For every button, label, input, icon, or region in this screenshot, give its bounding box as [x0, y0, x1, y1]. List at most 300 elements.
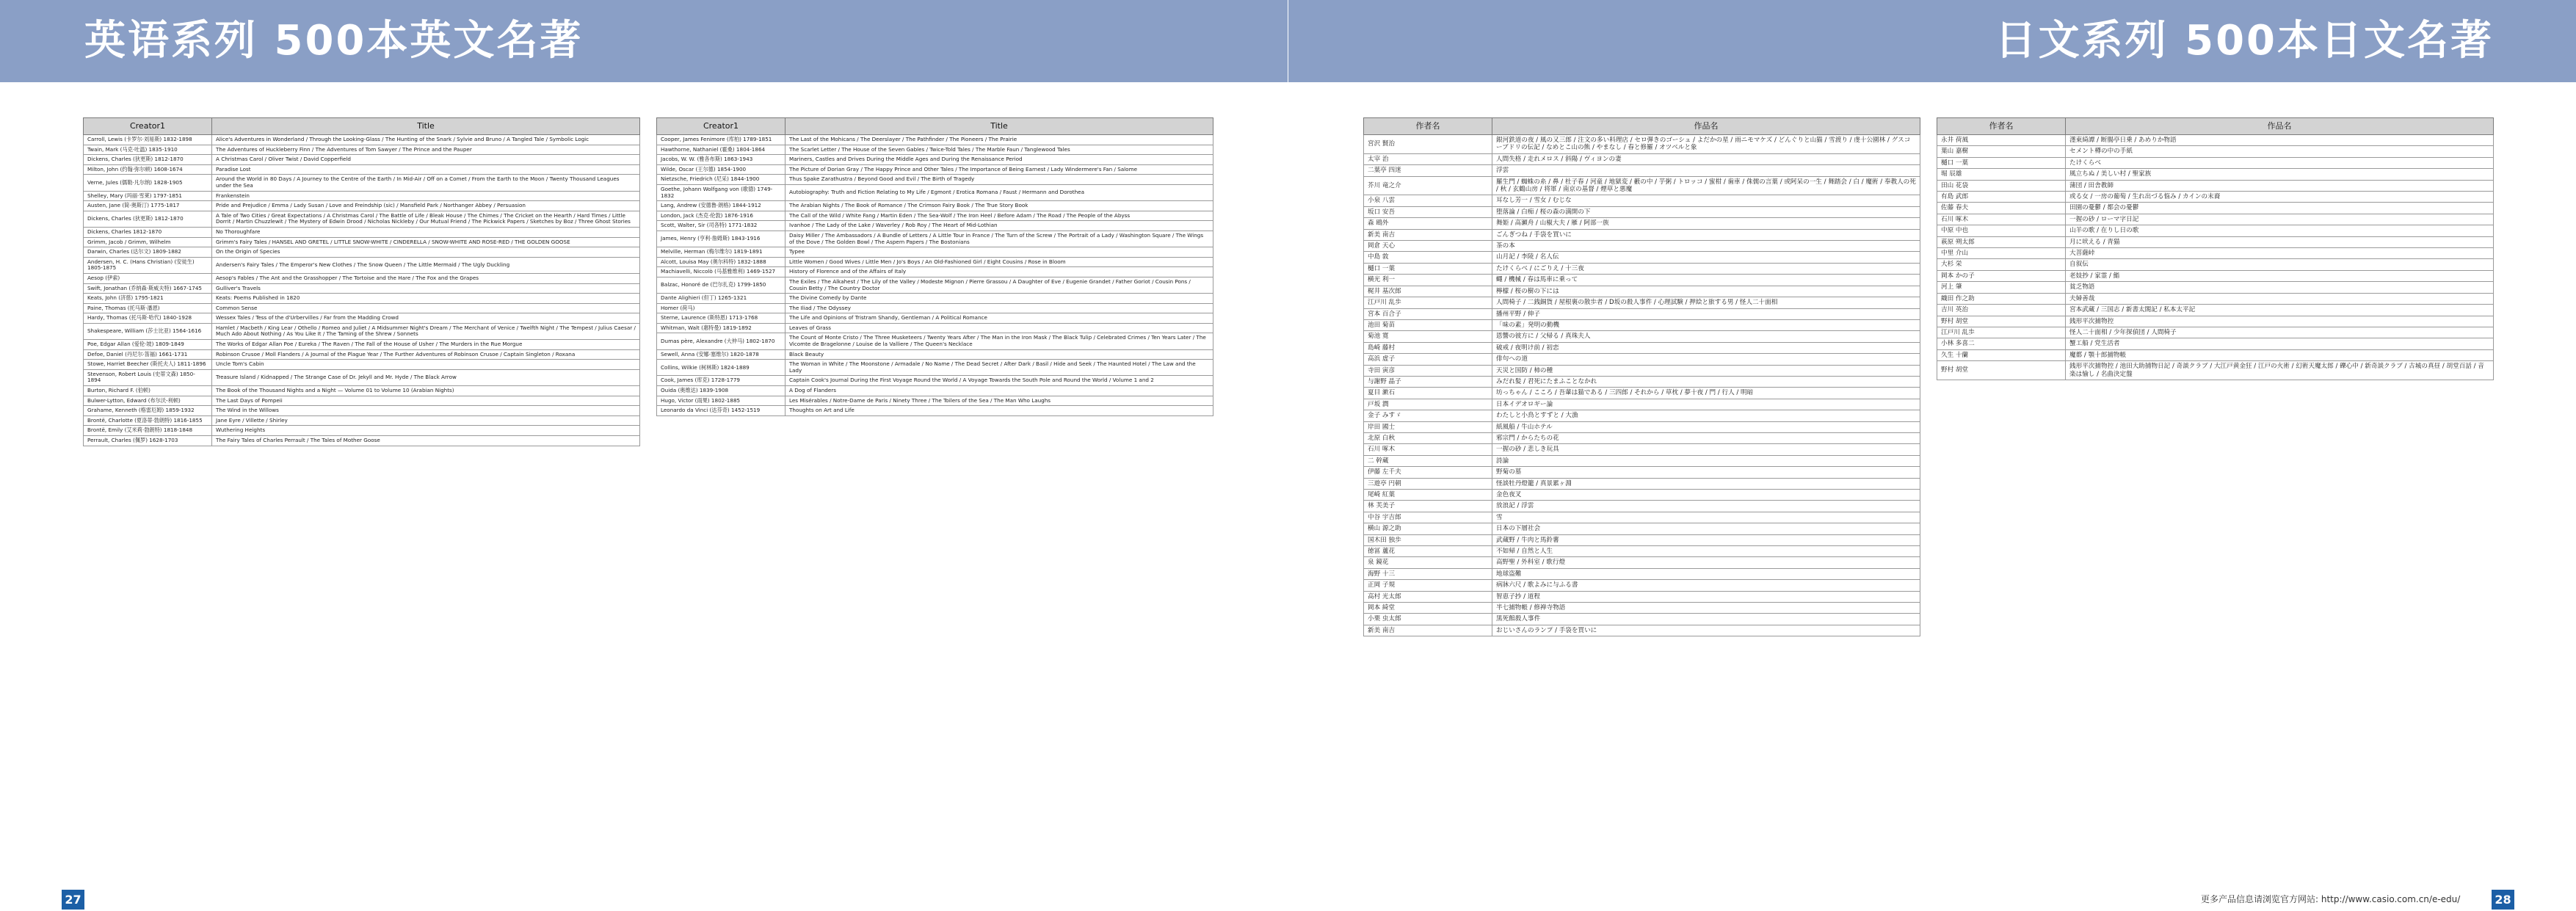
creator-cell: Dickens, Charles 1812-1870	[84, 227, 212, 237]
table-row	[1364, 297, 1920, 308]
table-row	[84, 406, 640, 416]
creator-cell: 小泉 八雲	[1364, 195, 1492, 206]
table-row	[84, 360, 640, 370]
table-row	[1937, 157, 2494, 168]
page-number-right: 28	[2492, 890, 2514, 910]
creator-cell: 久生 十蘭	[1937, 349, 2066, 360]
table-row	[657, 201, 1213, 211]
creator-cell: 樋口 一葉	[1937, 157, 2066, 168]
title-cell: 一握の砂 / ローマ字日記	[2066, 214, 2494, 225]
title-cell: The Exiles / The Alkahest / The Lily of the Valley / Modeste Mignon / Pierre Grassou / A Daughter of Eve / Eugenie Grandet / Father Goriot / Cousin Pons / Cousin Betty / The Country Doctor	[786, 277, 1213, 293]
title-cell: 風立ちぬ / 美しい村 / 聖家族	[2066, 169, 2494, 180]
title-cell: A Christmas Carol / Oliver Twist / David Copperfield	[212, 155, 640, 165]
title-cell: 貧乏物語	[2066, 282, 2494, 293]
creator-cell: 菊池 寛	[1364, 331, 1492, 342]
title-cell: 雪	[1492, 512, 1920, 523]
title-cell: The Life and Opinions of Tristram Shandy, Gentleman / A Political Romance	[786, 313, 1213, 324]
table-row	[657, 211, 1213, 221]
creator-cell: 徳冨 蘆花	[1364, 546, 1492, 557]
title-cell: Jane Eyre / Villette / Shirley	[212, 415, 640, 426]
creator-cell: Leonardo da Vinci (达芬奇) 1452-1519	[657, 406, 786, 416]
title-cell: A Dog of Flanders	[786, 386, 1213, 396]
creator-cell: 織田 作之助	[1937, 293, 2066, 304]
creator-cell: 夏目 漱石	[1364, 388, 1492, 399]
creator-cell: Wilde, Oscar (王尔德) 1854-1900	[657, 164, 786, 175]
creator-cell: 中島 敦	[1364, 252, 1492, 263]
creator-cell: 北原 白秋	[1364, 432, 1492, 443]
table-row	[84, 164, 640, 175]
creator-cell: Balzac, Honoré de (巴尔扎克) 1799-1850	[657, 277, 786, 293]
creator-cell: Stowe, Harriet Beecher (斯托夫人) 1811-1896	[84, 360, 212, 370]
creator-cell: Verne, Jules (儒勒·凡尔纳) 1828-1905	[84, 175, 212, 191]
table-row	[84, 257, 640, 273]
creator-cell: 新美 南吉	[1364, 625, 1492, 636]
table-row	[1937, 214, 2494, 225]
title-cell: 蠅 / 機械 / 春は馬車に乗って	[1492, 275, 1920, 286]
creator-cell: Lang, Andrew (安德鲁·朗格) 1844-1912	[657, 201, 786, 211]
title-cell: 或る女 / 一房の葡萄 / 生れ出づる悩み / カインの末裔	[2066, 192, 2494, 203]
creator-cell: Defoe, Daniel (丹尼尔·笛福) 1661-1731	[84, 349, 212, 360]
title-cell: 邪宗門 / からたちの花	[1492, 432, 1920, 443]
table-row	[657, 406, 1213, 416]
table-row	[1364, 523, 1920, 534]
title-cell: 大菩薩峠	[2066, 248, 2494, 259]
title-cell: Gulliver's Travels	[212, 283, 640, 294]
title-cell: Autobiography: Truth and Fiction Relating to My Life / Egmont / Erotica Romana / Faust / Hermann and Dorothea	[786, 184, 1213, 200]
creator-cell: Shakespeare, William (莎士比亚) 1564-1616	[84, 323, 212, 339]
creator-cell: Swift, Jonathan (乔纳森·斯威夫特) 1667-1745	[84, 283, 212, 294]
japanese-series-banner	[1288, 0, 2576, 82]
title-cell: Uncle Tom's Cabin	[212, 360, 640, 370]
creator-cell: 野村 胡堂	[1937, 316, 2066, 327]
title-cell: Andersen's Fairy Tales / The Emperor's New Clothes / The Snow Queen / The Little Mermaid / The Ugly Duckling	[212, 257, 640, 273]
table-row	[1937, 305, 2494, 316]
title-cell: 銭形平次捕物控 / 池田大助捕物日記 / 奇談クラブ / 大江戸黄金狂 / 江戸の火術 / 幻術天魔太郎 / 礫心中 / 新奇談クラブ / 古城の真昼 / 胡堂百話 / 音楽は愉し / 名曲決定盤	[2066, 361, 2494, 380]
title-cell: Wuthering Heights	[212, 426, 640, 436]
table-row	[1937, 349, 2494, 360]
creator-cell: 梶井 基次郎	[1364, 286, 1492, 297]
title-cell: 金色夜叉	[1492, 490, 1920, 501]
creator-cell: Dickens, Charles (狄更斯) 1812-1870	[84, 155, 212, 165]
title-cell: Daisy Miller / The Ambassadors / A Bundle of Letters / A Little Tour in France / The Turn of the Screw / The Portrait of a Lady / Washington Square / The Wings of the Dove / The Golden Bowl / The Aspern Papers / The Bostonians	[786, 231, 1213, 247]
creator-cell: 高浜 虚子	[1364, 354, 1492, 365]
title-cell: Robinson Crusoe / Moll Flanders / A Journal of the Plague Year / The Further Adventures of Robinson Crusoe / Captain Singleton / Roxana	[212, 349, 640, 360]
table-row	[84, 386, 640, 396]
creator-cell: 新美 南吉	[1364, 229, 1492, 240]
creator-cell: Hugo, Victor (雨果) 1802-1885	[657, 396, 786, 406]
creator-cell: 金子 みすゞ	[1364, 410, 1492, 421]
title-cell: 蒲団 / 田舎教師	[2066, 180, 2494, 191]
creator-cell: 中里 介山	[1937, 248, 2066, 259]
table-row	[1937, 192, 2494, 203]
table-row	[84, 155, 640, 165]
table-row	[1364, 241, 1920, 252]
table-row	[1364, 534, 1920, 545]
title-cell: 「味の素」発明の動機	[1492, 319, 1920, 330]
title-cell: 老妓抄 / 家霊 / 鮨	[2066, 270, 2494, 281]
table-row	[657, 333, 1213, 349]
table-row	[84, 436, 640, 446]
creator-cell: 宮沢 賢治	[1364, 135, 1492, 154]
table-row	[1364, 467, 1920, 478]
table-row	[1937, 327, 2494, 338]
creator-cell: 樋口 一葉	[1364, 263, 1492, 274]
title-cell: Little Women / Good Wives / Little Men / Jo's Boys / An Old-Fashioned Girl / Eight Cousins / Rose in Bloom	[786, 257, 1213, 267]
table-row	[1364, 195, 1920, 206]
title-cell: Pride and Prejudice / Emma / Lady Susan / Love and Freindship (sic) / Mansfield Park / Northanger Abbey / Persuasion	[212, 201, 640, 211]
title-cell: Typee	[786, 247, 1213, 258]
creator-cell: 佐藤 春夫	[1937, 203, 2066, 214]
creator-cell: 高村 光太郎	[1364, 591, 1492, 602]
table-row	[657, 221, 1213, 231]
table-row	[1937, 361, 2494, 380]
title-cell: 病牀六尺 / 歌よみに与ふる書	[1492, 580, 1920, 591]
title-cell: Alice's Adventures in Wonderland / Through the Looking-Glass / The Hunting of the Snark / Sylvie and Bruno / A Tangled Tale / Symbolic Logic	[212, 135, 640, 145]
creator-cell: Melville, Herman (梅尔维尔) 1819-1891	[657, 247, 786, 258]
creator-cell: 太宰 治	[1364, 153, 1492, 164]
title-cell: 蟹工船 / 党生活者	[2066, 338, 2494, 349]
title-cell: The Book of the Thousand Nights and a Night — Volume 01 to Volume 10 (Arabian Nights)	[212, 386, 640, 396]
table-row	[1937, 316, 2494, 327]
creator-cell: James, Henry (亨利·詹姆斯) 1843-1916	[657, 231, 786, 247]
title-cell: Captain Cook's Journal During the First Voyage Round the World / A Voyage Towards the South Pole and Round the World / Volume 1 and 2	[786, 376, 1213, 386]
creator-cell: Whitman, Walt (惠特曼) 1819-1892	[657, 323, 786, 333]
creator-cell: 岸田 國士	[1364, 421, 1492, 432]
table-row	[84, 145, 640, 155]
creator-cell: 永井 荷風	[1937, 135, 2066, 146]
creator-cell: Jacobs, W. W. (雅各布斯) 1863-1943	[657, 155, 786, 165]
title-cell: The Iliad / The Odyssey	[786, 303, 1213, 313]
table-row	[1364, 252, 1920, 263]
creator-cell: 二葉亭 四迷	[1364, 165, 1492, 176]
table-row	[1364, 308, 1920, 319]
table-row	[1364, 546, 1920, 557]
table-row	[657, 277, 1213, 293]
table-row	[1364, 135, 1920, 154]
table-row	[1364, 331, 1920, 342]
table-row	[657, 135, 1213, 145]
table-row	[657, 164, 1213, 175]
creator-cell: Paine, Thomas (托马斯·潘恩)	[84, 303, 212, 313]
table-row	[1937, 225, 2494, 236]
title-cell: Mariners, Castles and Drives During the Middle Ages and During the Renaissance Period	[786, 155, 1213, 165]
creator-cell: 大杉 栄	[1937, 259, 2066, 270]
title-cell: 怪人二十面相 / 少年探偵団 / 人間椅子	[2066, 327, 2494, 338]
creator-cell: 坂口 安吾	[1364, 206, 1492, 217]
creator-cell: 森 鴎外	[1364, 218, 1492, 229]
title-cell: みだれ髪 / 君死にたまふことなかれ	[1492, 376, 1920, 387]
creator-cell: 島崎 藤村	[1364, 342, 1492, 353]
title-cell: Leaves of Grass	[786, 323, 1213, 333]
table-row	[84, 273, 640, 283]
table-row	[84, 313, 640, 324]
title-cell: Thus Spake Zarathustra / Beyond Good and Evil / The Birth of Tragedy	[786, 175, 1213, 185]
creator-cell: 伊藤 左千夫	[1364, 467, 1492, 478]
creator-cell: 池田 菊苗	[1364, 319, 1492, 330]
table-row	[1937, 180, 2494, 191]
table-row	[1364, 399, 1920, 410]
creator-cell: 江戸川 乱歩	[1937, 327, 2066, 338]
english-table-left	[83, 117, 640, 446]
header-work: 作品名	[2066, 118, 2494, 135]
creator-cell: Machiavelli, Niccolò (马基雅维利) 1469-1527	[657, 267, 786, 277]
title-cell: The Count of Monte Cristo / The Three Musketeers / Twenty Years After / The Man in the Iron Mask / The Black Tulip / Celebrated Crimes / Ten Years Later / The Vicomte de Bragelonne / Louise de la Valliere / The Queen's Necklace	[786, 333, 1213, 349]
header-work: 作品名	[1492, 118, 1920, 135]
creator-cell: 戸坂 潤	[1364, 399, 1492, 410]
title-cell: The Divine Comedy by Dante	[786, 294, 1213, 304]
table-row	[84, 283, 640, 294]
title-cell: 茶の本	[1492, 241, 1920, 252]
table-row	[1364, 263, 1920, 274]
table-row	[1364, 557, 1920, 568]
table-row	[1364, 354, 1920, 365]
title-cell: The Woman in White / The Moonstone / Armadale / No Name / The Dead Secret / After Dark / Basil / Hide and Seek / The Haunted Hotel / The Law and the Lady	[786, 360, 1213, 376]
table-row	[1364, 580, 1920, 591]
title-cell: Treasure Island / Kidnapped / The Strange Case of Dr. Jekyll and Mr. Hyde / The Black Arrow	[212, 369, 640, 385]
table-row	[1364, 512, 1920, 523]
table-row	[84, 323, 640, 339]
title-cell: 坊っちゃん / こころ / 吾輩は猫である / 三四郎 / それから / 草枕 / 夢十夜 / 門 / 行人 / 明暗	[1492, 388, 1920, 399]
title-cell: おじいさんのランプ / 手袋を買いに	[1492, 625, 1920, 636]
table-row	[657, 184, 1213, 200]
title-cell: 月に吠える / 青猫	[2066, 236, 2494, 247]
title-cell: 日本イデオロギー論	[1492, 399, 1920, 410]
creator-cell: Austen, Jane (简·奥斯汀) 1775-1817	[84, 201, 212, 211]
title-cell: 舞姫 / 高瀬舟 / 山椒大夫 / 雁 / 阿部一族	[1492, 218, 1920, 229]
title-cell: 人間椅子 / 二銭銅貨 / 屋根裏の散歩者 / D坂の殺人事件 / 心理試験 / 押絵と旅する男 / 怪人二十面相	[1492, 297, 1920, 308]
title-cell: 山羊の歌 / 在りし日の歌	[2066, 225, 2494, 236]
table-row	[84, 201, 640, 211]
table-row	[1364, 388, 1920, 399]
title-cell: Common Sense	[212, 303, 640, 313]
title-cell: 黒死館殺人事件	[1492, 614, 1920, 625]
table-row	[84, 227, 640, 237]
header-title: Title	[212, 118, 640, 135]
title-cell: The Call of the Wild / White Fang / Martin Eden / The Sea-Wolf / The Iron Heel / Before Adam / The Road / The People of the Abyss	[786, 211, 1213, 221]
table-row	[84, 303, 640, 313]
creator-cell: 河上 肇	[1937, 282, 2066, 293]
table-row	[657, 396, 1213, 406]
title-cell: 高野聖 / 外科室 / 歌行燈	[1492, 557, 1920, 568]
english-series-title: 英语系列 500本英文名著	[84, 17, 584, 65]
title-cell: 人間失格 / 走れメロス / 斜陽 / ヴィヨンの妻	[1492, 153, 1920, 164]
table-row	[84, 175, 640, 191]
table-row	[1364, 153, 1920, 164]
table-row	[84, 247, 640, 258]
table-row	[1937, 236, 2494, 247]
table-row	[1364, 455, 1920, 466]
title-cell: Grimm's Fairy Tales / HANSEL AND GRETEL / LITTLE SNOW-WHITE / CINDERELLA / SNOW-WHITE AND ROSE-RED / THE GOLDEN GOOSE	[212, 237, 640, 247]
japanese-series-title: 日文系列 500本日文名著	[1995, 17, 2494, 65]
title-cell: The Fairy Tales of Charles Perrault / The Tales of Mother Goose	[212, 436, 640, 446]
table-row	[1937, 338, 2494, 349]
creator-cell: 野村 胡堂	[1937, 361, 2066, 380]
creator-cell: Burton, Richard F. (伯顿)	[84, 386, 212, 396]
creator-cell: Collins, Wilkie (柯林斯) 1824-1889	[657, 360, 786, 376]
creator-cell: 有島 武郎	[1937, 192, 2066, 203]
header-title: Title	[786, 118, 1213, 135]
table-row	[657, 360, 1213, 376]
title-cell: 田園の憂鬱 / 都会の憂鬱	[2066, 203, 2494, 214]
title-cell: 堕落論 / 白痴 / 桜の森の満開の下	[1492, 206, 1920, 217]
title-cell: 銭形平次捕物控	[2066, 316, 2494, 327]
table-row	[1364, 342, 1920, 353]
table-row	[657, 386, 1213, 396]
table-row	[657, 231, 1213, 247]
title-cell: 怪談牡丹燈籠 / 真景累ヶ淵	[1492, 478, 1920, 489]
creator-cell: 中原 中也	[1937, 225, 2066, 236]
table-row	[1364, 365, 1920, 376]
title-cell: The Wind in the Willows	[212, 406, 640, 416]
title-cell: 不如帰 / 自然と人生	[1492, 546, 1920, 557]
header-author: 作者名	[1364, 118, 1492, 135]
table-row	[657, 294, 1213, 304]
creator-cell: Alcott, Louisa May (奥尔科特) 1832-1888	[657, 257, 786, 267]
creator-cell: 尾崎 紅葉	[1364, 490, 1492, 501]
table-row	[84, 191, 640, 201]
title-cell: The Scarlet Letter / The House of the Seven Gables / Twice-Told Tales / The Marble Faun / Tanglewood Tales	[786, 145, 1213, 155]
table-row	[84, 135, 640, 145]
creator-cell: 葉山 嘉樹	[1937, 146, 2066, 157]
creator-cell: 寺田 寅彦	[1364, 365, 1492, 376]
table-row	[84, 340, 640, 350]
table-row	[657, 155, 1213, 165]
creator-cell: Perrault, Charles (佩罗) 1628-1703	[84, 436, 212, 446]
table-row	[84, 237, 640, 247]
creator-cell: Dumas père, Alexandre (大仲马) 1802-1870	[657, 333, 786, 349]
creator-cell: Sterne, Laurence (斯特恩) 1713-1768	[657, 313, 786, 324]
table-row	[84, 396, 640, 406]
creator-cell: Andersen, H. C. (Hans Christian) (安徒生) 1805-1875	[84, 257, 212, 273]
title-cell: ごんぎつね / 手袋を買いに	[1492, 229, 1920, 240]
table-row	[1364, 421, 1920, 432]
creator-cell: Twain, Mark (马克·吐温) 1835-1910	[84, 145, 212, 155]
table-row	[1937, 259, 2494, 270]
title-cell: Hamlet / Macbeth / King Lear / Othello / Romeo and Juliet / A Midsummer Night's Dream / The Merchant of Venice / Twelfth Night / The Tempest / Julius Caesar / Much Ado About Nothing / As You Like It / The Taming of the Shrew / Sonnets	[212, 323, 640, 339]
creator-cell: 田山 花袋	[1937, 180, 2066, 191]
creator-cell: Poe, Edgar Allan (爱伦·坡) 1809-1849	[84, 340, 212, 350]
creator-cell: 芥川 竜之介	[1364, 176, 1492, 195]
table-row	[1937, 248, 2494, 259]
english-table-right	[656, 117, 1213, 416]
header-creator: Creator1	[84, 118, 212, 135]
title-cell: 濹東綺譚 / 断腸亭日乗 / あめりか物語	[2066, 135, 2494, 146]
creator-cell: 小栗 虫太郎	[1364, 614, 1492, 625]
table-row	[1937, 270, 2494, 281]
creator-cell: Milton, John (约翰·弥尔顿) 1608-1674	[84, 164, 212, 175]
title-cell: 恩讐の彼方に / 父帰る / 真珠夫人	[1492, 331, 1920, 342]
title-cell: 破戒 / 夜明け前 / 初恋	[1492, 342, 1920, 353]
creator-cell: 泉 鏡花	[1364, 557, 1492, 568]
title-cell: 播州平野 / 伸子	[1492, 308, 1920, 319]
table-row	[84, 369, 640, 385]
title-cell: Wessex Tales / Tess of the d'Urbervilles / Far from the Madding Crowd	[212, 313, 640, 324]
title-cell: 半七捕物帳 / 修禅寺物語	[1492, 603, 1920, 614]
title-cell: 夫婦善哉	[2066, 293, 2494, 304]
title-cell: 浮雲	[1492, 165, 1920, 176]
creator-cell: 宮本 百合子	[1364, 308, 1492, 319]
title-cell: 自叙伝	[2066, 259, 2494, 270]
creator-cell: Aesop (伊索)	[84, 273, 212, 283]
title-cell: 一握の砂 / 悲しき玩具	[1492, 444, 1920, 455]
table-row	[1937, 146, 2494, 157]
table-row	[1364, 376, 1920, 387]
table-row	[1364, 591, 1920, 602]
creator-cell: Ouida (奥维达) 1839-1908	[657, 386, 786, 396]
creator-cell: 石川 啄木	[1364, 444, 1492, 455]
creator-cell: 小林 多喜二	[1937, 338, 2066, 349]
title-cell: 放浪記 / 浮雲	[1492, 501, 1920, 512]
table-row	[657, 267, 1213, 277]
table-row	[1364, 614, 1920, 625]
title-cell: 銀河鉄道の夜 / 風の又三郎 / 注文の多い料理店 / セロ弾きのゴーシュ / よだかの星 / 雨ニモマケズ / どんぐりと山猫 / 雪渡り / 虔十公園林 / グスコーブドリの伝記 / なめとこ山の熊 / やまなし / 春と修羅 / オツベルと象	[1492, 135, 1920, 154]
table-row	[84, 415, 640, 426]
table-row	[1364, 319, 1920, 330]
table-row	[1937, 135, 2494, 146]
title-cell: No Thoroughfare	[212, 227, 640, 237]
title-cell: 魔都 / 顎十郎捕物帳	[2066, 349, 2494, 360]
creator-cell: Dickens, Charles (狄更斯) 1812-1870	[84, 211, 212, 227]
title-cell: 宮本武蔵 / 三国志 / 新書太閤記 / 私本太平記	[2066, 305, 2494, 316]
creator-cell: 岡倉 天心	[1364, 241, 1492, 252]
creator-cell: Keats, John (济慈) 1795-1821	[84, 294, 212, 304]
creator-cell: 堀 辰雄	[1937, 169, 2066, 180]
table-row	[1364, 432, 1920, 443]
creator-cell: Cooper, James Fenimore (库柏) 1789-1851	[657, 135, 786, 145]
creator-cell: 国木田 独歩	[1364, 534, 1492, 545]
header-creator: Creator1	[657, 118, 786, 135]
creator-cell: Brontë, Emily (艾米莉·勃朗特) 1818-1848	[84, 426, 212, 436]
title-cell: 俳句への道	[1492, 354, 1920, 365]
table-row	[84, 349, 640, 360]
table-row	[1364, 176, 1920, 195]
creator-cell: Stevenson, Robert Louis (史蒂文森) 1850-1894	[84, 369, 212, 385]
title-cell: 紙風船 / 牛山ホテル	[1492, 421, 1920, 432]
table-row	[657, 257, 1213, 267]
creator-cell: Hawthorne, Nathaniel (霍桑) 1804-1864	[657, 145, 786, 155]
table-row	[1364, 444, 1920, 455]
title-cell: Black Beauty	[786, 349, 1213, 360]
creator-cell: Carroll, Lewis (卡罗尔·刘易斯) 1832-1898	[84, 135, 212, 145]
title-cell: 天災と国防 / 柿の種	[1492, 365, 1920, 376]
table-row	[1364, 275, 1920, 286]
title-cell: Frankenstein	[212, 191, 640, 201]
table-row	[657, 247, 1213, 258]
title-cell: The Adventures of Huckleberry Finn / The Adventures of Tom Sawyer / The Prince and the Pauper	[212, 145, 640, 155]
creator-cell: 与謝野 晶子	[1364, 376, 1492, 387]
creator-cell: 横山 源之助	[1364, 523, 1492, 534]
title-cell: A Tale of Two Cities / Great Expectations / A Christmas Carol / The Battle of Life / Bleak House / The Chimes / The Cricket on the Hearth / Hard Times / Little Dorrit / Martin Chuzzlewit / The Mystery of Edwin Drood / Nicholas Nickleby / Our Mutual Friend / The Pickwick Papers / Sketches by Boz / Three Ghost Stories	[212, 211, 640, 227]
title-cell: The Last Days of Pompeii	[212, 396, 640, 406]
creator-cell: 中谷 宇吉郎	[1364, 512, 1492, 523]
title-cell: The Arabian Nights / The Book of Romance / The Crimson Fairy Book / The True Story Book	[786, 201, 1213, 211]
title-cell: Keats: Poems Published in 1820	[212, 294, 640, 304]
header-author: 作者名	[1937, 118, 2066, 135]
title-cell: The Picture of Dorian Gray / The Happy Prince and Other Tales / The Importance of Being Earnest / Lady Windermere's Fan / Salome	[786, 164, 1213, 175]
creator-cell: 吉川 英治	[1937, 305, 2066, 316]
table-row	[657, 349, 1213, 360]
table-row	[1364, 490, 1920, 501]
table-row	[1364, 218, 1920, 229]
table-row	[1937, 282, 2494, 293]
japanese-table-left	[1363, 117, 1920, 636]
title-cell: たけくらべ / にごりえ / 十三夜	[1492, 263, 1920, 274]
title-cell: Aesop's Fables / The Ant and the Grasshopper / The Tortoise and the Hare / The Fox and the Grapes	[212, 273, 640, 283]
creator-cell: 三遊亭 円朝	[1364, 478, 1492, 489]
title-cell: 耳なし芳一 / 雪女 / むじな	[1492, 195, 1920, 206]
title-cell: 檸檬 / 桜の樹の下には	[1492, 286, 1920, 297]
table-row	[1364, 501, 1920, 512]
